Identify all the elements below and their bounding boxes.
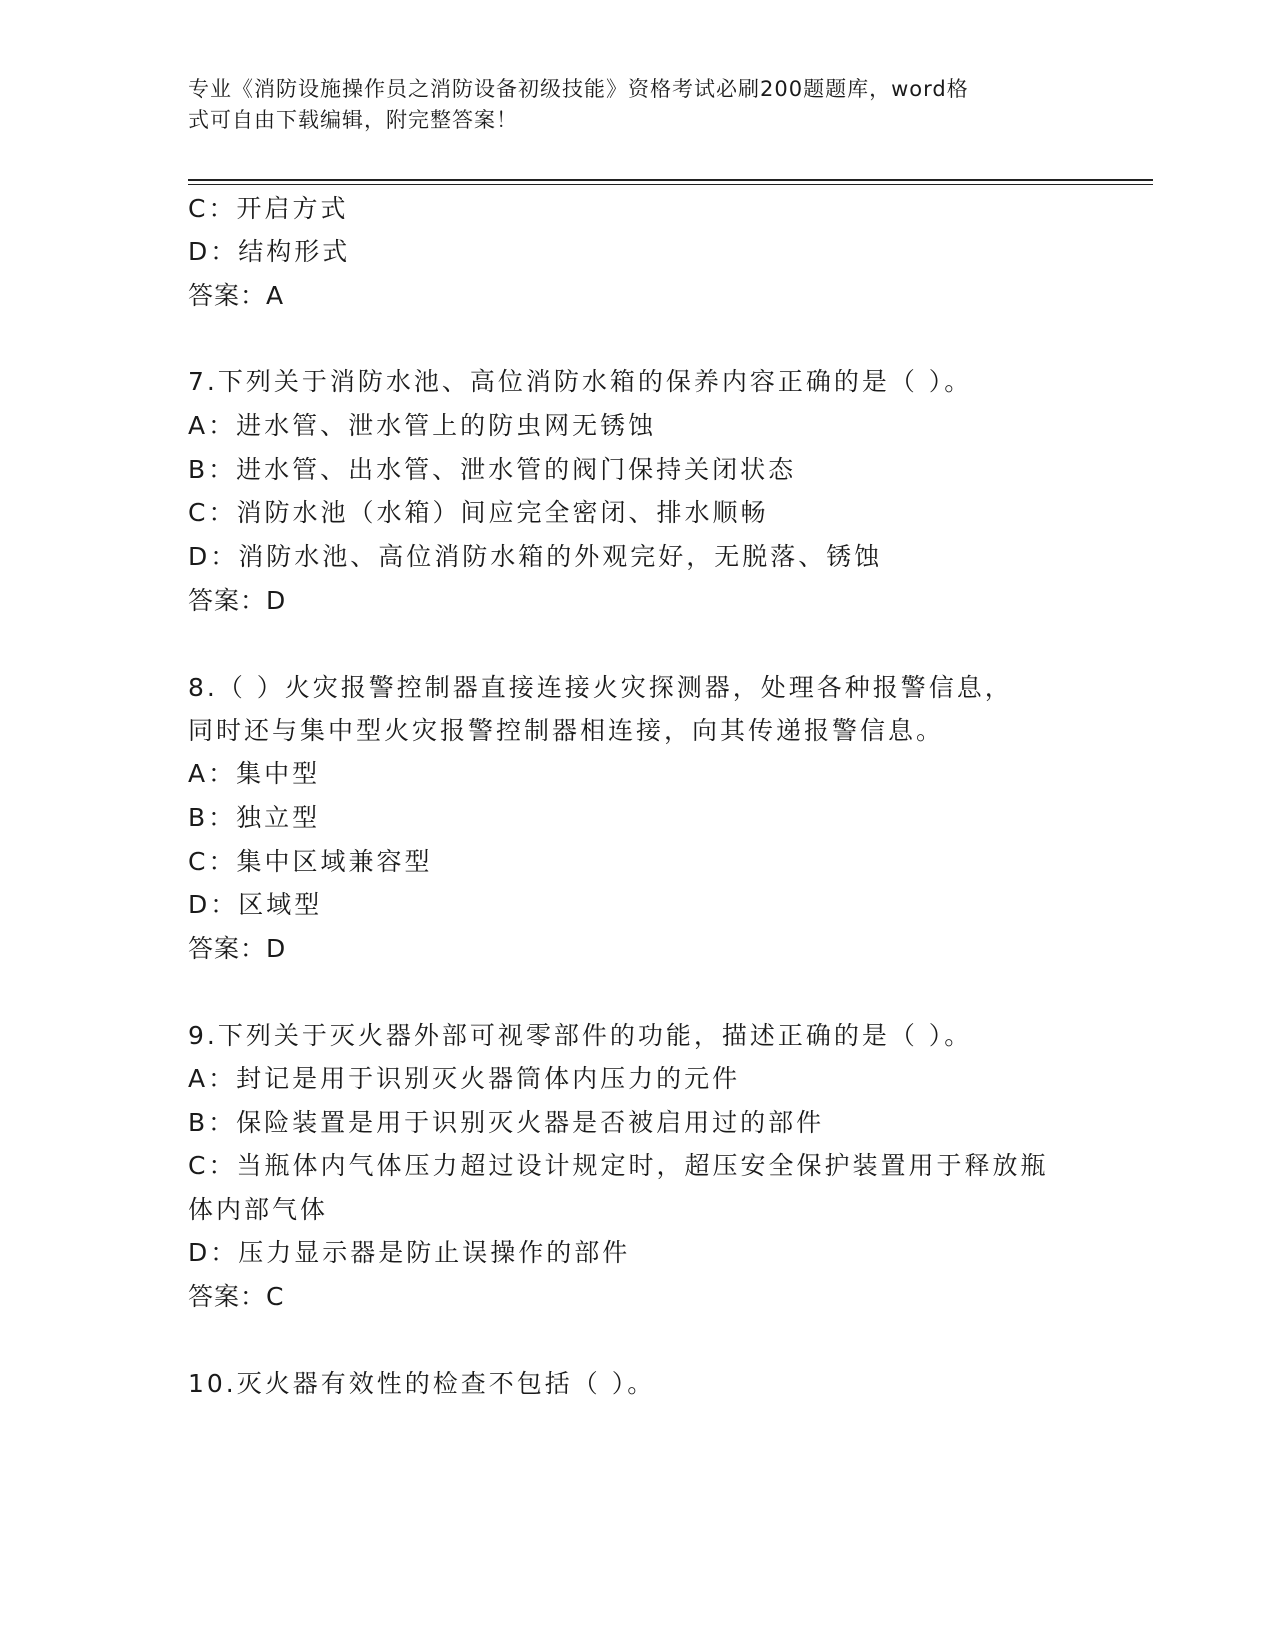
prev-answer: 答案：A: [188, 281, 285, 310]
prev-option-c: C：开启方式: [188, 194, 349, 223]
q9-option-c-line-1: C：当瓶体内气体压力超过设计规定时，超压安全保护装置用于释放瓶: [188, 1151, 1049, 1180]
q8-stem-line-2: 同时还与集中型火灾报警控制器相连接，向其传递报警信息。: [188, 716, 945, 745]
q8-stem-line-1: 8.（ ）火灾报警控制器直接连接火灾探测器，处理各种报警信息，: [188, 673, 1013, 702]
q9-option-c-line-2: 体内部气体: [188, 1195, 329, 1224]
q8-option-d: D：区域型: [188, 890, 323, 919]
q8-option-c: C：集中区域兼容型: [188, 847, 433, 876]
q9-answer: 答案：C: [188, 1282, 285, 1311]
q7-option-b: B：进水管、出水管、泄水管的阀门保持关闭状态: [188, 455, 797, 484]
header-line-2: 式可自由下载编辑，附完整答案！: [188, 108, 518, 132]
q9-option-a: A：封记是用于识别灭火器筒体内压力的元件: [188, 1064, 741, 1093]
header-line-1: 专业《消防设施操作员之消防设备初级技能》资格考试必刷200题题库，word格: [188, 77, 969, 101]
q9-stem: 9.下列关于灭火器外部可视零部件的功能，描述正确的是（ ）。: [188, 1021, 973, 1050]
q7-option-a: A：进水管、泄水管上的防虫网无锈蚀: [188, 411, 657, 440]
q7-answer: 答案：D: [188, 586, 287, 615]
q9-option-d: D：压力显示器是防止误操作的部件: [188, 1238, 631, 1267]
header-rule-thick: [188, 179, 1153, 181]
q9-option-b: B：保险装置是用于识别灭火器是否被启用过的部件: [188, 1108, 825, 1137]
q7-option-c: C：消防水池（水箱）间应完全密闭、排水顺畅: [188, 498, 769, 527]
q7-stem: 7.下列关于消防水池、高位消防水箱的保养内容正确的是（ ）。: [188, 367, 973, 396]
prev-option-d: D：结构形式: [188, 237, 351, 266]
header-rule-thin: [188, 184, 1153, 185]
q8-option-b: B：独立型: [188, 803, 321, 832]
document-header: [188, 74, 1068, 136]
q8-option-a: A：集中型: [188, 759, 321, 788]
q8-answer: 答案：D: [188, 934, 287, 963]
q7-option-d: D：消防水池、高位消防水箱的外观完好，无脱落、锈蚀: [188, 542, 883, 571]
q10-stem: 10.灭火器有效性的检查不包括（ ）。: [188, 1369, 656, 1398]
